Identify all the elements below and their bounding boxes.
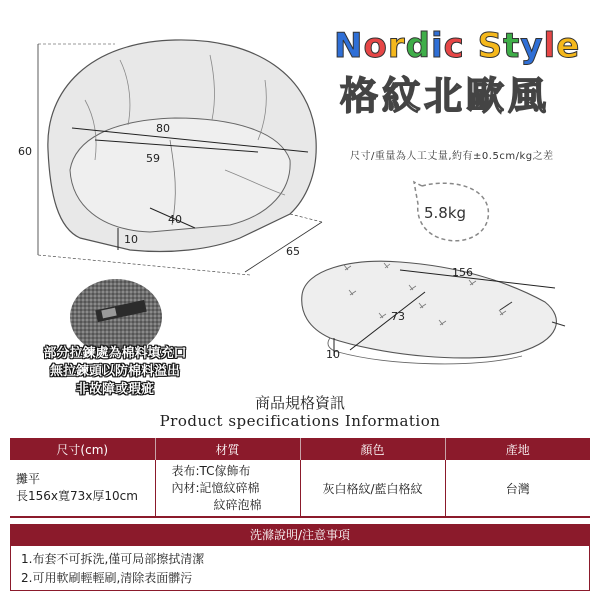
flat-length-label: 156 bbox=[452, 266, 473, 279]
material-cell bbox=[155, 460, 300, 517]
header-material: 材質 bbox=[155, 438, 300, 460]
title-letter: o bbox=[363, 26, 388, 66]
care-heading: 洗滌說明/注意事項 bbox=[10, 524, 590, 546]
beanbag-chair-illustration bbox=[0, 0, 330, 290]
title-letter: d bbox=[405, 26, 431, 66]
title-letter: t bbox=[503, 26, 521, 66]
size-line: 攤平 bbox=[16, 472, 41, 486]
header-size: 尺寸(cm) bbox=[10, 438, 155, 460]
header-color: 顏色 bbox=[300, 438, 445, 460]
title-letter bbox=[465, 26, 478, 66]
spec-table bbox=[10, 438, 590, 518]
chair-seat-depth-label: 40 bbox=[168, 213, 182, 226]
zipper-detail-image bbox=[66, 275, 166, 355]
care-item: 2.可用軟刷輕輕刷,清除表面髒污 bbox=[21, 571, 193, 585]
callout-line: 非故障或瑕疵 bbox=[75, 382, 154, 397]
title-english bbox=[334, 26, 580, 66]
table-row bbox=[10, 460, 590, 517]
zipper-callout bbox=[20, 345, 210, 399]
flat-width-label: 73 bbox=[391, 310, 405, 323]
origin-cell: 台灣 bbox=[445, 460, 590, 517]
care-list bbox=[10, 546, 590, 591]
title-letter: N bbox=[334, 26, 364, 66]
material-line: 紋碎泡棉 bbox=[213, 497, 262, 512]
size-line: 長156x寬73x厚10cm bbox=[16, 489, 138, 503]
title-letter: r bbox=[387, 26, 406, 66]
title-letter: y bbox=[520, 26, 544, 66]
spec-table-header-row bbox=[10, 438, 590, 460]
care-item: 1.布套不可拆洗,僅可局部擦拭清潔 bbox=[21, 552, 205, 566]
callout-line: 部分拉鍊處為棉料填充口 bbox=[43, 346, 187, 361]
chair-depth-label: 65 bbox=[286, 245, 300, 258]
spec-heading-en: Product specifications Information bbox=[159, 412, 441, 430]
title-letter: c bbox=[443, 26, 465, 66]
flat-thickness-label: 10 bbox=[326, 348, 340, 361]
material-line: 內材:記憶紋碎棉 bbox=[171, 480, 260, 495]
weight-value: 5.8kg bbox=[424, 204, 467, 222]
header-origin: 產地 bbox=[445, 438, 590, 460]
title-chinese: 格紋北歐風 bbox=[340, 74, 551, 118]
chair-seat-height-label: 10 bbox=[124, 233, 138, 246]
measurement-note: 尺寸/重量為人工丈量,約有±0.5cm/kg之差 bbox=[350, 151, 554, 162]
callout-line: 無拉鍊頭以防棉料溢出 bbox=[49, 364, 180, 379]
title-letter: S bbox=[477, 26, 504, 66]
material-line: 表布:TC傢飾布 bbox=[171, 463, 251, 478]
title-letter: e bbox=[556, 26, 581, 66]
title-letter: i bbox=[430, 26, 444, 66]
chair-width-label: 80 bbox=[156, 122, 170, 135]
size-cell bbox=[10, 460, 155, 517]
color-cell: 灰白格紋/藍白格紋 bbox=[300, 460, 445, 517]
chair-height-label: 60 bbox=[18, 145, 32, 158]
chair-inner-width-label: 59 bbox=[146, 152, 160, 165]
spec-heading-zh: 商品規格資訊 bbox=[254, 394, 345, 412]
title-letter: l bbox=[543, 26, 557, 66]
